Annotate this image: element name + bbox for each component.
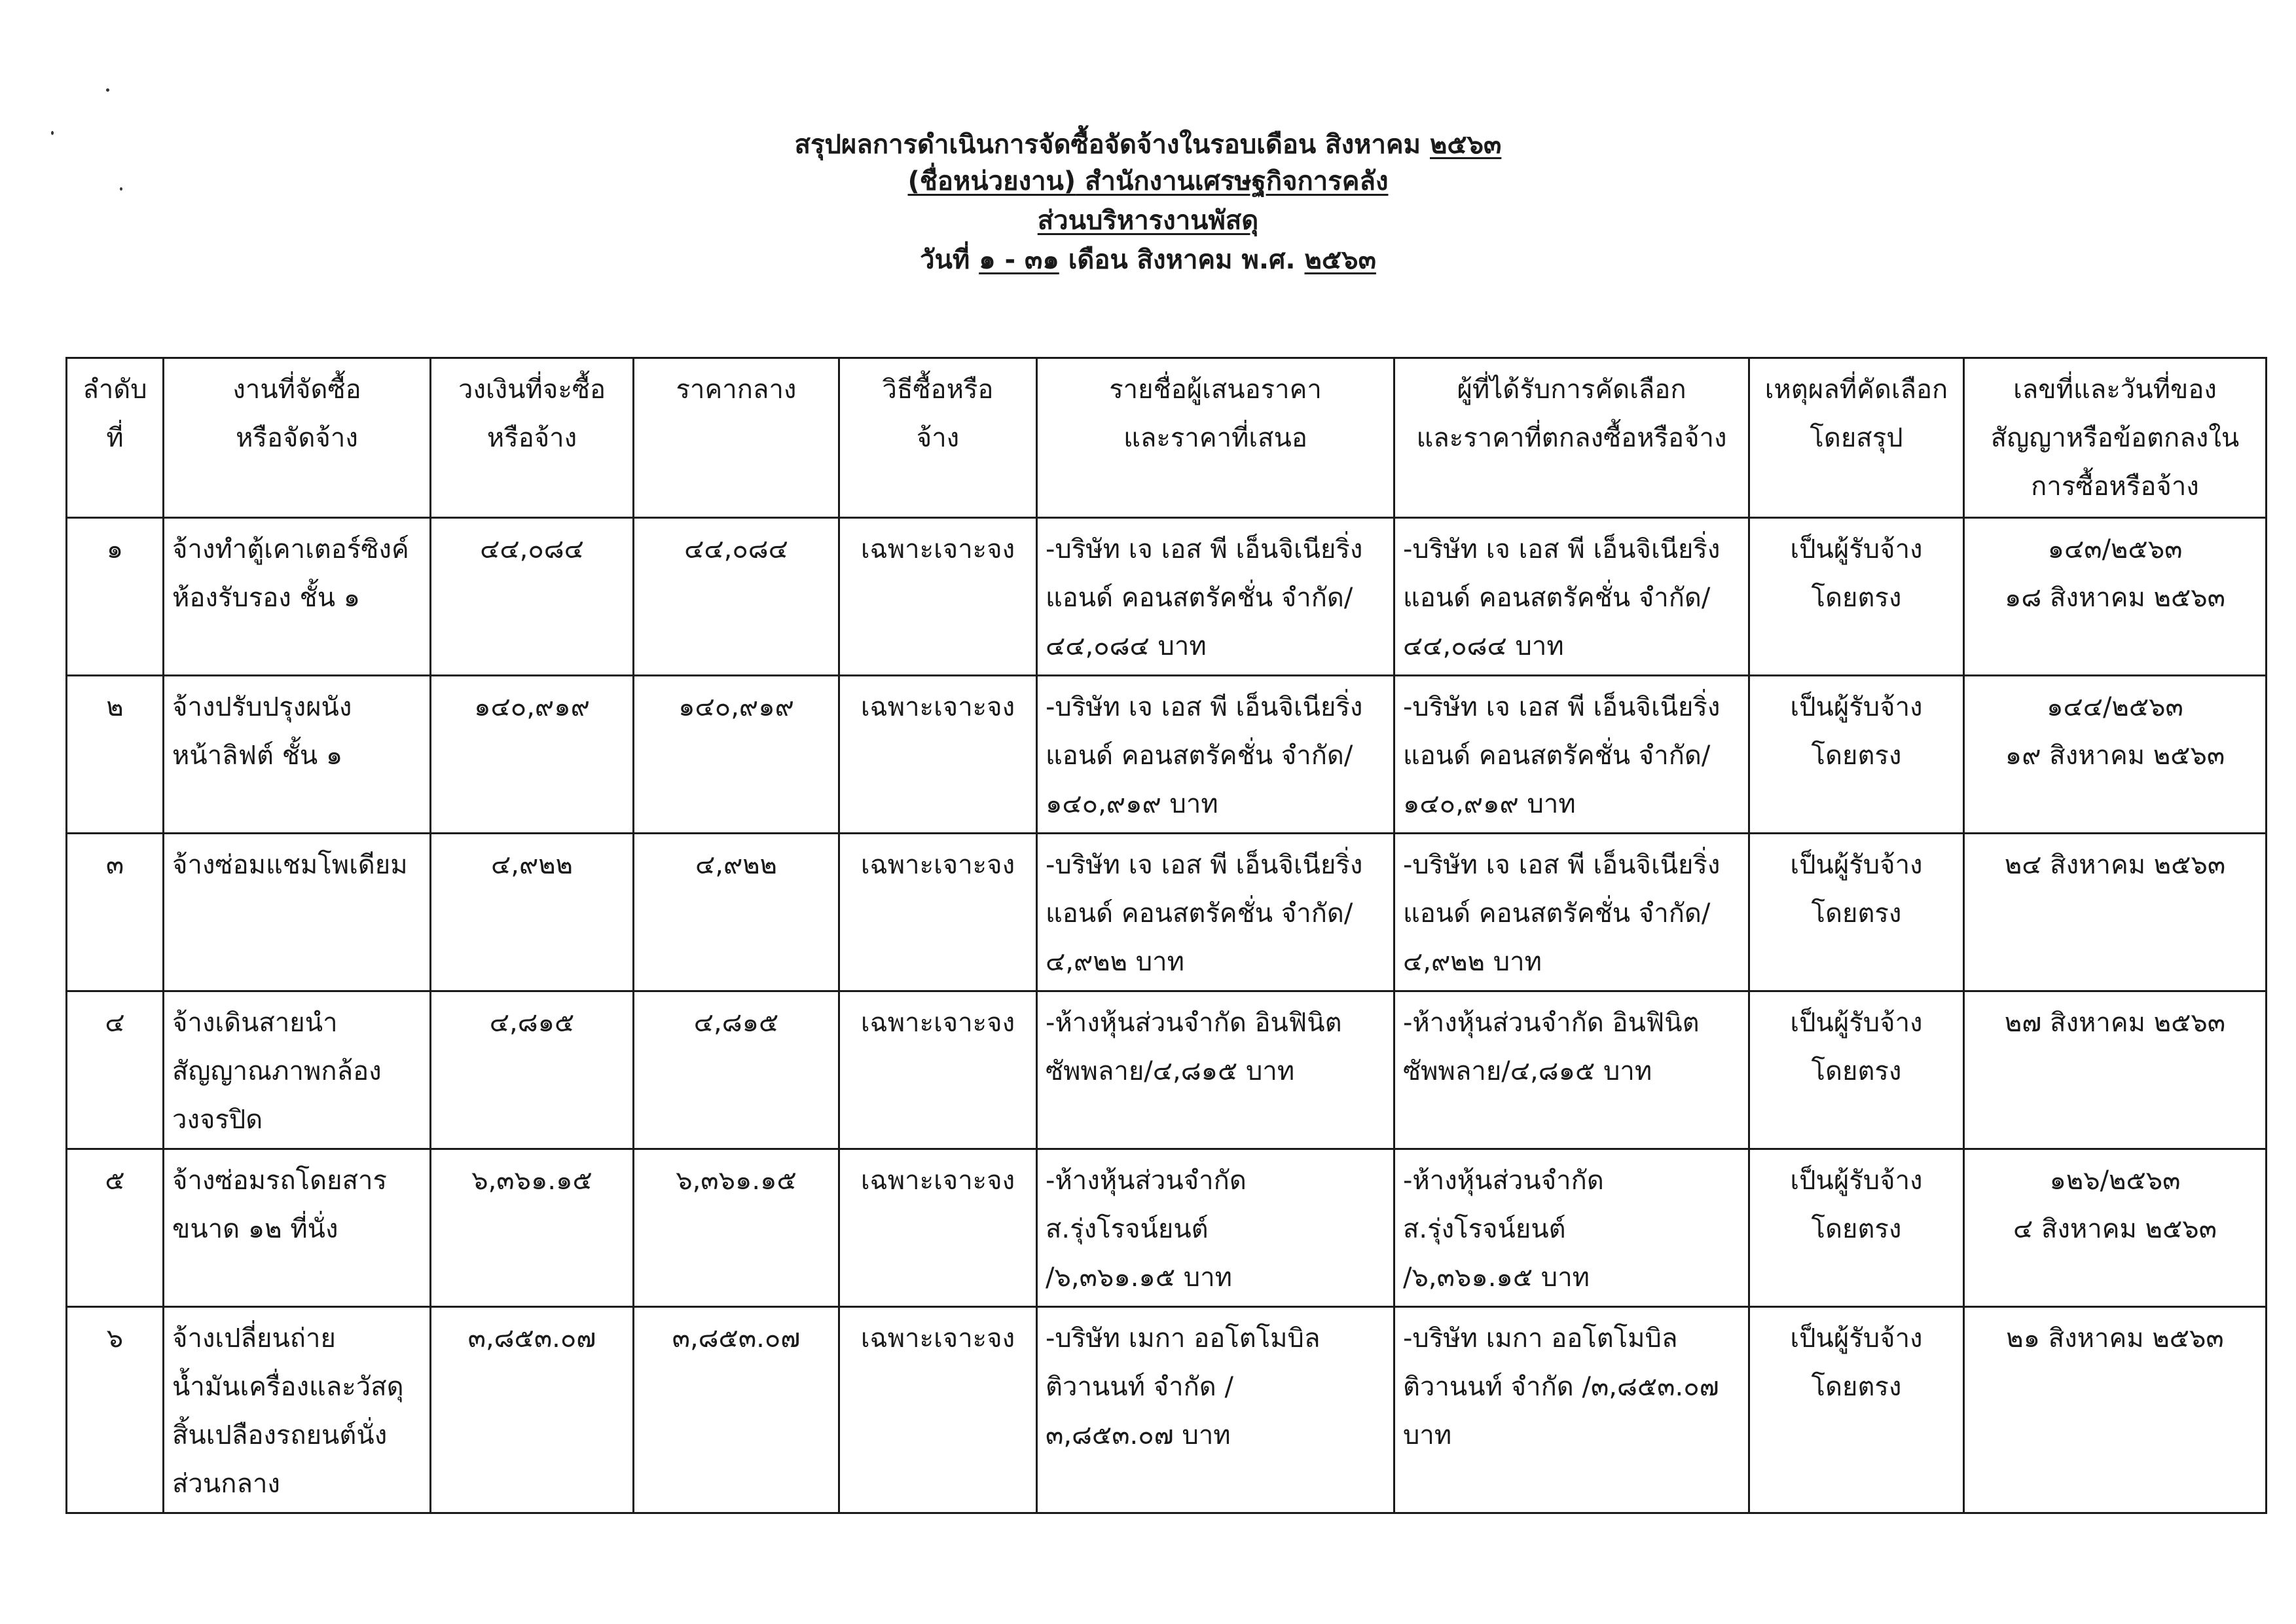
cell-selected: -ห้างหุ้นส่วนจำกัด ส.รุ่งโรจน์ยนต์ /๖,๓๖๑.๑๕ บาท <box>1394 1149 1749 1307</box>
col-header-bidders: รายชื่อผู้เสนอราคา และราคาที่เสนอ <box>1037 358 1394 518</box>
table-header-row <box>67 358 2267 518</box>
cell-median-price: ๔,๙๒๒ <box>634 834 839 991</box>
col-header-reason: เหตุผลที่คัดเลือก โดยสรุป <box>1749 358 1964 518</box>
col-header-item: งานที่จัดซื้อ หรือจัดจ้าง <box>164 358 431 518</box>
cell-selected: -บริษัท เจ เอส พี เอ็นจิเนียริ่ง แอนด์ คอนสตรัคชั่น จำกัด/ ๔,๙๒๒ บาท <box>1394 834 1749 991</box>
cell-selected: -บริษัท เจ เอส พี เอ็นจิเนียริ่ง แอนด์ คอนสตรัคชั่น จำกัด/ ๑๔๐,๙๑๙ บาท <box>1394 676 1749 834</box>
header-date-year: ๒๕๖๓ <box>1304 245 1376 275</box>
cell-contract: ๑๔๓/๒๕๖๓ ๑๘ สิงหาคม ๒๕๖๓ <box>1964 518 2267 676</box>
table-row <box>67 834 2267 991</box>
cell-contract: ๒๔ สิงหาคม ๒๕๖๓ <box>1964 834 2267 991</box>
cell-reason: เป็นผู้รับจ้าง โดยตรง <box>1749 676 1964 834</box>
header-title: สรุปผลการดำเนินการจัดซื้อจัดจ้างในรอบเดือน สิงหาคม <box>794 130 1430 160</box>
cell-budget: ๖,๓๖๑.๑๕ <box>431 1149 634 1307</box>
col-header-median-price: ราคากลาง <box>634 358 839 518</box>
cell-median-price: ๔,๘๑๕ <box>634 991 839 1149</box>
cell-bidders: -ห้างหุ้นส่วนจำกัด อินฟินิต ซัพพลาย/๔,๘๑๕ บาท <box>1037 991 1394 1149</box>
cell-selected: -บริษัท เมกา ออโตโมบิล ติวานนท์ จำกัด /๓,๘๕๓.๐๗ บาท <box>1394 1307 1749 1513</box>
table-row <box>67 676 2267 834</box>
cell-no: ๕ <box>67 1149 164 1307</box>
header-agency-line <box>0 164 2296 198</box>
col-header-no: ลำดับ ที่ <box>67 358 164 518</box>
cell-method: เฉพาะเจาะจง <box>839 518 1037 676</box>
table-row <box>67 991 2267 1149</box>
cell-budget: ๔๔,๐๘๔ <box>431 518 634 676</box>
header-date-range: ๑ - ๓๑ <box>979 245 1059 275</box>
table-row <box>67 1149 2267 1307</box>
cell-no: ๒ <box>67 676 164 834</box>
cell-reason: เป็นผู้รับจ้าง โดยตรง <box>1749 991 1964 1149</box>
table-row <box>67 1307 2267 1513</box>
cell-item: จ้างซ่อมรถโดยสาร ขนาด ๑๒ ที่นั่ง <box>164 1149 431 1307</box>
header-agency-label: (ชื่อหน่วยงาน) <box>907 166 1076 196</box>
cell-median-price: ๑๔๐,๙๑๙ <box>634 676 839 834</box>
cell-no: ๖ <box>67 1307 164 1513</box>
scan-speck <box>106 88 109 92</box>
cell-item: จ้างทำตู้เคาเตอร์ซิงค์ ห้องรับรอง ชั้น ๑ <box>164 518 431 676</box>
cell-bidders: -บริษัท เจ เอส พี เอ็นจิเนียริ่ง แอนด์ คอนสตรัคชั่น จำกัด/ ๔๔,๐๘๔ บาท <box>1037 518 1394 676</box>
cell-bidders: -ห้างหุ้นส่วนจำกัด ส.รุ่งโรจน์ยนต์ /๖,๓๖๑.๑๕ บาท <box>1037 1149 1394 1307</box>
cell-bidders: -บริษัท เจ เอส พี เอ็นจิเนียริ่ง แอนด์ คอนสตรัคชั่น จำกัด/ ๔,๙๒๒ บาท <box>1037 834 1394 991</box>
cell-method: เฉพาะเจาะจง <box>839 991 1037 1149</box>
cell-item: จ้างเดินสายนำ สัญญาณภาพกล้อง วงจรปิด <box>164 991 431 1149</box>
procurement-table <box>65 357 2267 1514</box>
cell-no: ๔ <box>67 991 164 1149</box>
cell-selected: -บริษัท เจ เอส พี เอ็นจิเนียริ่ง แอนด์ คอนสตรัคชั่น จำกัด/ ๔๔,๐๘๔ บาท <box>1394 518 1749 676</box>
cell-item: จ้างเปลี่ยนถ่าย น้ำมันเครื่องและวัสดุ สิ้นเปลืองรถยนต์นั่ง ส่วนกลาง <box>164 1307 431 1513</box>
header-date-month: เดือน สิงหาคม พ.ศ. <box>1059 245 1305 275</box>
header-agency-name: สำนักงานเศรษฐกิจการคลัง <box>1076 166 1389 196</box>
cell-method: เฉพาะเจาะจง <box>839 676 1037 834</box>
cell-selected: -ห้างหุ้นส่วนจำกัด อินฟินิต ซัพพลาย/๔,๘๑๕ บาท <box>1394 991 1749 1149</box>
cell-bidders: -บริษัท เจ เอส พี เอ็นจิเนียริ่ง แอนด์ คอนสตรัคชั่น จำกัด/ ๑๔๐,๙๑๙ บาท <box>1037 676 1394 834</box>
cell-method: เฉพาะเจาะจง <box>839 1149 1037 1307</box>
col-header-budget: วงเงินที่จะซื้อ หรือจ้าง <box>431 358 634 518</box>
cell-no: ๓ <box>67 834 164 991</box>
header-division: ส่วนบริหารงานพัสดุ <box>1037 206 1259 236</box>
cell-budget: ๔,๙๒๒ <box>431 834 634 991</box>
cell-reason: เป็นผู้รับจ้าง โดยตรง <box>1749 1307 1964 1513</box>
cell-reason: เป็นผู้รับจ้าง โดยตรง <box>1749 518 1964 676</box>
col-header-method: วิธีซื้อหรือ จ้าง <box>839 358 1037 518</box>
cell-contract: ๑๔๔/๒๕๖๓ ๑๙ สิงหาคม ๒๕๖๓ <box>1964 676 2267 834</box>
cell-no: ๑ <box>67 518 164 676</box>
cell-budget: ๑๔๐,๙๑๙ <box>431 676 634 834</box>
header-division-line <box>0 204 2296 238</box>
cell-median-price: ๔๔,๐๘๔ <box>634 518 839 676</box>
cell-median-price: ๓,๘๕๓.๐๗ <box>634 1307 839 1513</box>
cell-reason: เป็นผู้รับจ้าง โดยตรง <box>1749 834 1964 991</box>
col-header-contract: เลขที่และวันที่ของ สัญญาหรือข้อตกลงใน การซื้อหรือจ้าง <box>1964 358 2267 518</box>
cell-budget: ๔,๘๑๕ <box>431 991 634 1149</box>
cell-item: จ้างซ่อมแชมโพเดียม <box>164 834 431 991</box>
header-date-label: วันที่ <box>920 245 979 275</box>
header-title-year: ๒๕๖๓ <box>1429 130 1502 160</box>
cell-contract: ๒๗ สิงหาคม ๒๕๖๓ <box>1964 991 2267 1149</box>
cell-method: เฉพาะเจาะจง <box>839 1307 1037 1513</box>
cell-reason: เป็นผู้รับจ้าง โดยตรง <box>1749 1149 1964 1307</box>
cell-median-price: ๖,๓๖๑.๑๕ <box>634 1149 839 1307</box>
cell-bidders: -บริษัท เมกา ออโตโมบิล ติวานนท์ จำกัด / ๓,๘๕๓.๐๗ บาท <box>1037 1307 1394 1513</box>
header-title-line <box>0 128 2296 162</box>
document-header <box>0 128 2296 277</box>
cell-item: จ้างปรับปรุงผนัง หน้าลิฟต์ ชั้น ๑ <box>164 676 431 834</box>
cell-contract: ๑๒๖/๒๕๖๓ ๔ สิงหาคม ๒๕๖๓ <box>1964 1149 2267 1307</box>
cell-method: เฉพาะเจาะจง <box>839 834 1037 991</box>
cell-contract: ๒๑ สิงหาคม ๒๕๖๓ <box>1964 1307 2267 1513</box>
header-date-line <box>0 243 2296 277</box>
cell-budget: ๓,๘๕๓.๐๗ <box>431 1307 634 1513</box>
table-row <box>67 518 2267 676</box>
col-header-selected: ผู้ที่ได้รับการคัดเลือก และราคาที่ตกลงซื้อหรือจ้าง <box>1394 358 1749 518</box>
